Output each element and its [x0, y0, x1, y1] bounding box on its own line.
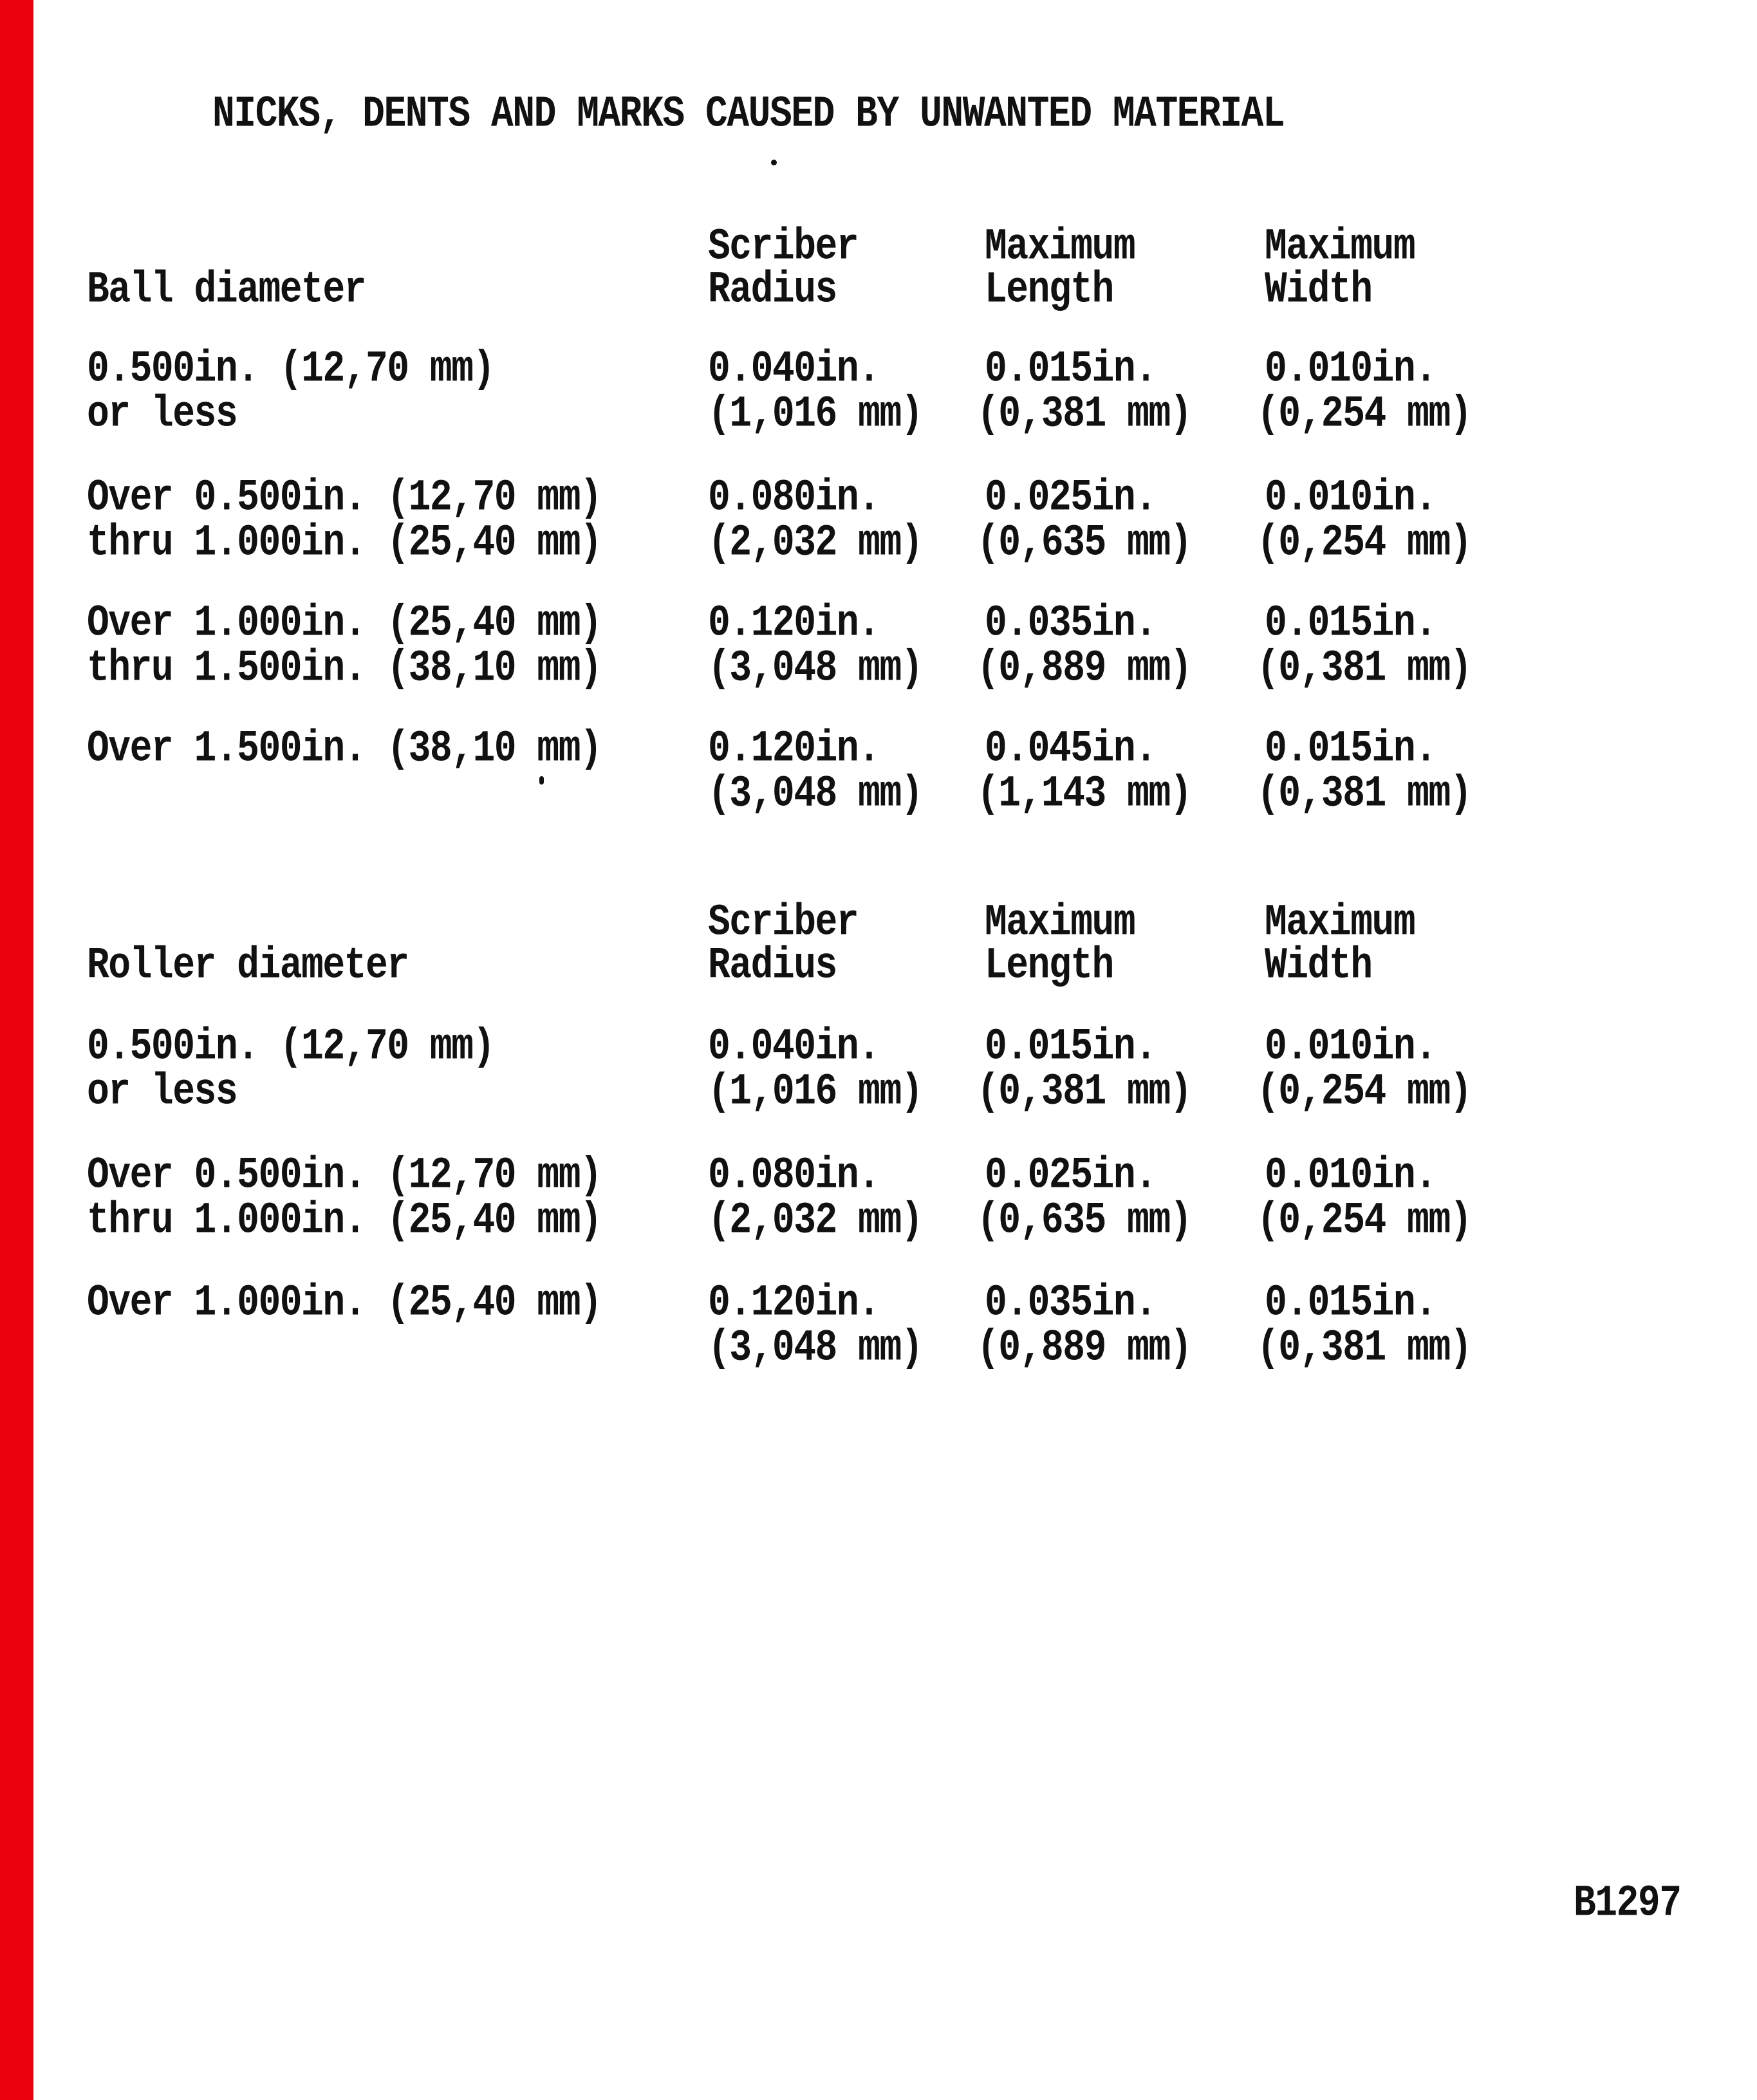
- ball-row4-scriber-metric: (3,048 mm): [708, 770, 923, 819]
- ball-row3-width-metric: (0,381 mm): [1257, 644, 1472, 694]
- ball-row1-length-metric: (0,381 mm): [977, 390, 1192, 440]
- roller-row1-width-value: 0.010in.: [1265, 1023, 1436, 1072]
- ball-row2-label-line2: thru 1.000in. (25,40 mm): [87, 519, 602, 568]
- ball-row3-label-line1: Over 1.000in. (25,40 mm): [87, 599, 602, 649]
- ball-row4-length-value: 0.045in.: [985, 725, 1157, 774]
- ball-row1-scriber-value: 0.040in.: [708, 345, 880, 395]
- roller-row2-length-metric: (0,635 mm): [977, 1196, 1192, 1246]
- ball-row1-length-value: 0.015in.: [985, 345, 1157, 395]
- roller-row1-scriber-value: 0.040in.: [708, 1023, 880, 1072]
- ball-header-scriber-line1: Scriber: [708, 223, 859, 272]
- roller-header-length-line2: Length: [985, 942, 1113, 991]
- roller-row2-label-line2: thru 1.000in. (25,40 mm): [87, 1196, 602, 1246]
- roller-header-length-line1: Maximum: [985, 898, 1135, 948]
- ball-row2-scriber-metric: (2,032 mm): [708, 519, 923, 568]
- roller-row1-length-metric: (0,381 mm): [977, 1068, 1192, 1117]
- roller-row3-scriber-value: 0.120in.: [708, 1279, 880, 1328]
- ball-row-header: Ball diameter: [87, 266, 366, 315]
- ball-row2-length-value: 0.025in.: [985, 474, 1157, 523]
- ball-header-length-line2: Length: [985, 266, 1113, 315]
- ball-row4-scriber-value: 0.120in.: [708, 725, 880, 774]
- ball-row3-scriber-value: 0.120in.: [708, 599, 880, 649]
- roller-row2-width-metric: (0,254 mm): [1257, 1196, 1472, 1246]
- roller-row3-length-value: 0.035in.: [985, 1279, 1157, 1328]
- ball-row2-width-value: 0.010in.: [1265, 474, 1436, 523]
- roller-header-width-line1: Maximum: [1265, 898, 1415, 948]
- ball-row1-label-line2: or less: [87, 390, 237, 440]
- ball-row1-width-metric: (0,254 mm): [1257, 390, 1472, 440]
- ball-header-length-line1: Maximum: [985, 223, 1135, 272]
- roller-row1-scriber-metric: (1,016 mm): [708, 1068, 923, 1117]
- ball-header-scriber-line2: Radius: [708, 266, 837, 315]
- page-title: NICKS, DENTS AND MARKS CAUSED BY UNWANTED MATERIAL: [212, 90, 1285, 140]
- roller-row1-length-value: 0.015in.: [985, 1023, 1157, 1072]
- roller-row2-scriber-metric: (2,032 mm): [708, 1196, 923, 1246]
- ball-row4-width-value: 0.015in.: [1265, 725, 1436, 774]
- scan-edge-stripe: [0, 0, 33, 2100]
- roller-row2-length-value: 0.025in.: [985, 1151, 1157, 1201]
- ball-row4-width-metric: (0,381 mm): [1257, 770, 1472, 819]
- roller-row1-width-metric: (0,254 mm): [1257, 1068, 1472, 1117]
- roller-row1-label-line2: or less: [87, 1068, 237, 1117]
- roller-row2-label-line1: Over 0.500in. (12,70 mm): [87, 1151, 602, 1201]
- ball-row1-width-value: 0.010in.: [1265, 345, 1436, 395]
- roller-row2-scriber-value: 0.080in.: [708, 1151, 880, 1201]
- ball-header-width-line2: Width: [1265, 266, 1372, 315]
- ball-row2-width-metric: (0,254 mm): [1257, 519, 1472, 568]
- ball-row2-scriber-value: 0.080in.: [708, 474, 880, 523]
- ball-row1-label-line1: 0.500in. (12,70 mm): [87, 345, 494, 395]
- ink-speck: [771, 160, 777, 165]
- roller-header-width-line2: Width: [1265, 942, 1372, 991]
- ball-row3-scriber-metric: (3,048 mm): [708, 644, 923, 694]
- ball-row3-length-metric: (0,889 mm): [977, 644, 1192, 694]
- roller-row3-width-value: 0.015in.: [1265, 1279, 1436, 1328]
- roller-row1-label-line1: 0.500in. (12,70 mm): [87, 1023, 494, 1072]
- roller-row3-length-metric: (0,889 mm): [977, 1324, 1192, 1373]
- roller-row-header: Roller diameter: [87, 942, 409, 991]
- ball-row4-label-line1: Over 1.500in. (38,10 mm): [87, 725, 602, 774]
- roller-row3-scriber-metric: (3,048 mm): [708, 1324, 923, 1373]
- roller-row2-width-value: 0.010in.: [1265, 1151, 1436, 1201]
- ink-speck: [539, 776, 544, 785]
- ball-row3-label-line2: thru 1.500in. (38,10 mm): [87, 644, 602, 694]
- ball-header-width-line1: Maximum: [1265, 223, 1415, 272]
- ball-row2-length-metric: (0,635 mm): [977, 519, 1192, 568]
- roller-header-scriber-line1: Scriber: [708, 898, 859, 948]
- ball-row4-length-metric: (1,143 mm): [977, 770, 1192, 819]
- ball-row1-scriber-metric: (1,016 mm): [708, 390, 923, 440]
- ball-row3-width-value: 0.015in.: [1265, 599, 1436, 649]
- document-code: B1297: [1574, 1879, 1681, 1929]
- ball-row2-label-line1: Over 0.500in. (12,70 mm): [87, 474, 602, 523]
- roller-row3-width-metric: (0,381 mm): [1257, 1324, 1472, 1373]
- roller-row3-label-line1: Over 1.000in. (25,40 mm): [87, 1279, 602, 1328]
- ball-row3-length-value: 0.035in.: [985, 599, 1157, 649]
- roller-header-scriber-line2: Radius: [708, 942, 837, 991]
